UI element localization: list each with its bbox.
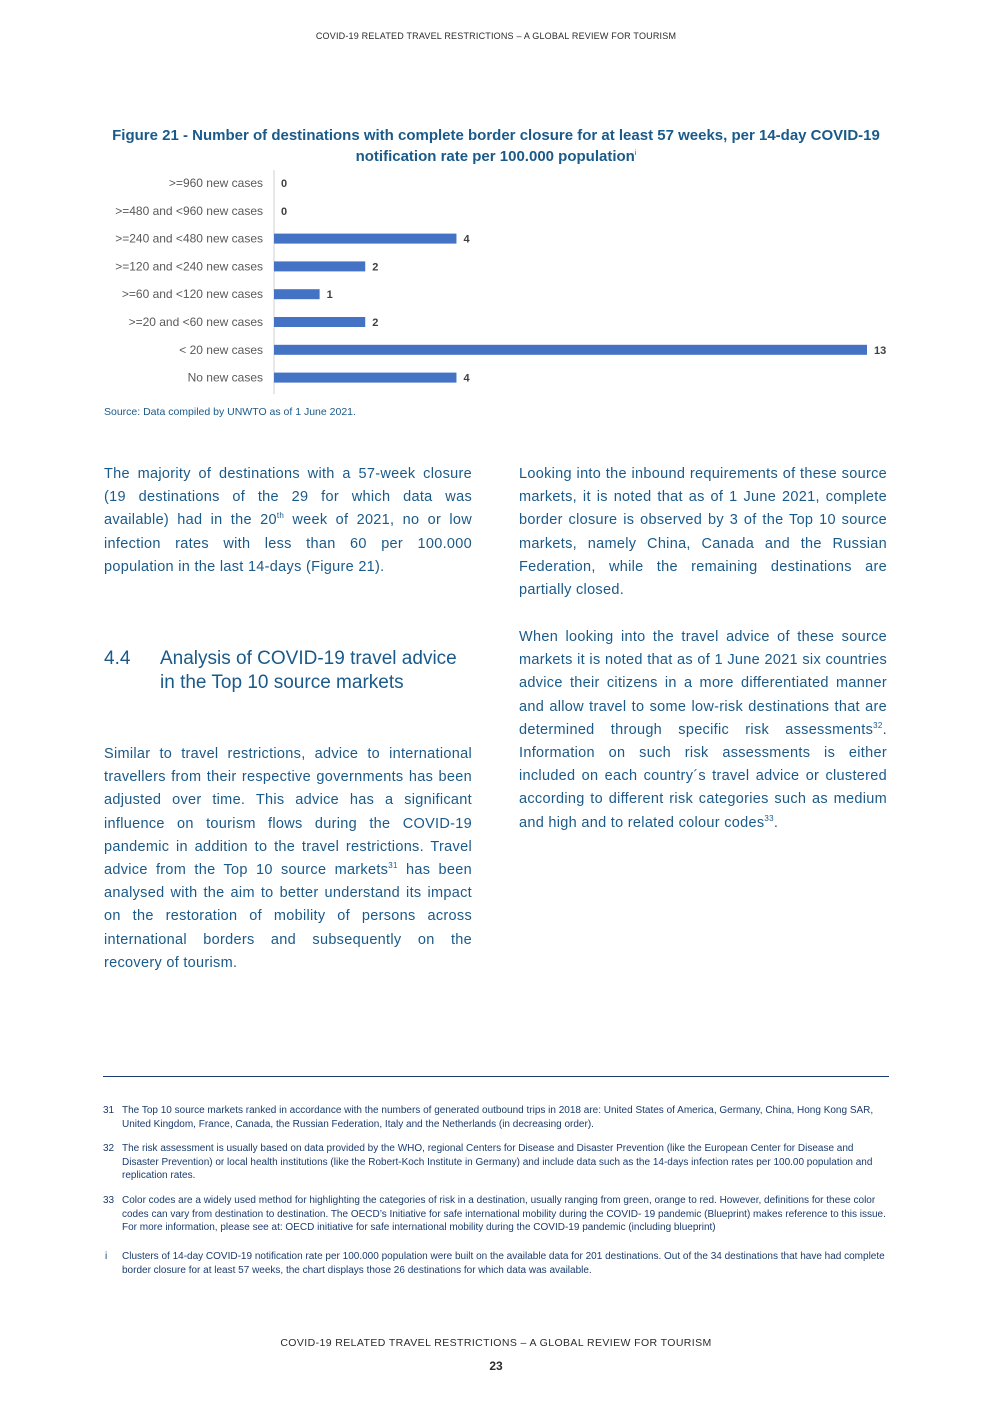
chart-bar: [274, 261, 365, 271]
footnote: [103, 1104, 889, 1131]
figure-title: [100, 125, 892, 167]
right-para1-text: Looking into the inbound requirements of these source markets, it is noted that as of 1 June 2021, complete border closure is observed by 3 of the Top 10 source markets, namely China, Canada and the Russian Federation, while the remaining destinations are partially closed.: [519, 466, 887, 599]
left-para1-text-b: week of 2021, no or low infection rates with less than 60 per 100.000 population in the last 14-days (Figure 21).: [104, 512, 472, 575]
right-para2-text-a: When looking into the travel advice of these source markets it is noted that as of 1 June 2021 six countries advice their citizens in a more differentiated manner and allow travel to some low-risk destinations that are determined through specific risk assessments: [519, 629, 887, 738]
chart-bar: [274, 317, 365, 327]
footnote-number: 31: [103, 1105, 115, 1116]
chart-category-label: < 20 new cases: [179, 342, 263, 357]
chart-category-label: No new cases: [187, 370, 263, 385]
chart-data-label: 2: [372, 317, 379, 329]
figure-title-marker: i: [634, 150, 637, 157]
footnote-number: 33: [103, 1195, 115, 1206]
page-number: 23: [489, 1359, 503, 1373]
chart-marks: [115, 176, 886, 385]
footnote-text: The Top 10 source markets ranked in accordance with the numbers of generated outbound trips in 2018 are: United States of America, Germany, China, Hong Kong SAR, United Kingdom, France, Canada, the Russian Federation, Italy and the Netherlands (in decreasing order).: [122, 1105, 874, 1130]
running-header: COVID-19 RELATED TRAVEL RESTRICTIONS – A GLOBAL REVIEW FOR TOURISM: [315, 31, 677, 41]
left-para2-text-a: Similar to travel restrictions, advice to international travellers from their respective governments has been adjusted over time. This advice has a significant influence on tourism flows during the COVID-19 pandemic in addition to the travel restrictions. Travel advice from the Top 10 source markets: [104, 746, 472, 879]
footnote: [103, 1250, 889, 1277]
chart-category-label: >=120 and <240 new cases: [115, 259, 263, 274]
bar-chart: [100, 168, 900, 398]
footnote-number: i: [105, 1251, 108, 1262]
chart-data-label: 4: [463, 372, 470, 385]
section-heading: [104, 647, 474, 695]
chart-bar: [274, 373, 456, 383]
footnote-divider: [103, 1076, 889, 1077]
chart-data-label: 1: [326, 289, 333, 302]
chart-category-label: >=960 new cases: [168, 176, 263, 190]
footnote-number: 32: [103, 1143, 115, 1154]
right-para2-text-b: . Information on such risk assessments is either included on each country´s travel advice or clustered according to different risk categories such as medium and high and to related colour codes: [519, 721, 887, 831]
chart-category-label: >=240 and <480 new cases: [115, 231, 263, 246]
left-para2-sup: 31: [388, 861, 398, 871]
chart-category-label: >=480 and <960 new cases: [115, 203, 263, 218]
chart-bar: [274, 234, 456, 244]
right-para2-text-c: .: [773, 814, 779, 831]
footnote-text: Color codes are a widely used method for highlighting the categories of risk in a destination, usually ranging from green, orange to red. However, definitions for these color codes can vary from destination to destination. The OECD’s Initiative for safe international mobility during the COVID- 19 pandemic (Blueprint) makes reference to this issue. For more information, please see at: OECD initiative for safe international mobility during the COVID-19 pandemic (including blueprint): [122, 1195, 886, 1233]
left-para1-text-a: The majority of destinations with a 57-week closure (19 destinations of the 29 for which data was available) had in the 20: [104, 466, 472, 529]
chart-bar: [274, 345, 867, 355]
right-column-para2: [519, 626, 887, 835]
section-title: Analysis of COVID-19 travel advice in the Top 10 source markets: [160, 648, 457, 693]
right-para2-sup2: 33: [764, 813, 774, 823]
left-column-para1: [104, 463, 472, 579]
chart-data-label: 4: [463, 233, 470, 246]
chart-category-label: >=20 and <60 new cases: [128, 315, 263, 329]
chart-category-label: >=60 and <120 new cases: [121, 287, 263, 302]
section-number: 4.4: [104, 648, 131, 669]
right-column-para1: [519, 463, 887, 602]
footnote: [103, 1142, 889, 1183]
left-column-para2: [104, 743, 472, 975]
chart-data-label: 0: [281, 178, 288, 190]
chart-data-label: 13: [874, 344, 887, 357]
chart-data-label: 2: [372, 261, 379, 274]
figure-source: Source: Data compiled by UNWTO as of 1 June 2021.: [104, 406, 356, 418]
left-para1-sup: th: [276, 511, 285, 521]
right-para2-sup1: 32: [873, 720, 883, 730]
figure-title-text: Figure 21 - Number of destinations with complete border closure for at least 57 weeks, per 14-day COVID-19 notification rate per 100.000 population: [112, 127, 880, 165]
footnote-text: The risk assessment is usually based on data provided by the WHO, regional Centers for Disease and Disaster Prevention (like the European Center for Disease and Disaster Prevention) or local health institutions (like the Robert-Koch Institute in Germany) and include data such as the 14-days infection rates per 100.00 population and replication rates.: [122, 1143, 873, 1181]
chart-bar: [274, 289, 320, 299]
running-footer: COVID-19 RELATED TRAVEL RESTRICTIONS – A GLOBAL REVIEW FOR TOURISM: [280, 1337, 712, 1349]
footnote-text: Clusters of 14-day COVID-19 notification rate per 100.000 population were built on the available data for 201 destinations. Out of the 34 destinations that have had complete border closure for at least 57 weeks, the chart displays those 26 destinations for which data was available.: [122, 1251, 885, 1276]
chart-data-label: 0: [281, 205, 288, 218]
footnote: [103, 1194, 889, 1235]
left-para2-text-b: has been analysed with the aim to better understand its impact on the restoration of mobility of persons across international borders and subsequently on the recovery of tourism.: [104, 862, 472, 971]
